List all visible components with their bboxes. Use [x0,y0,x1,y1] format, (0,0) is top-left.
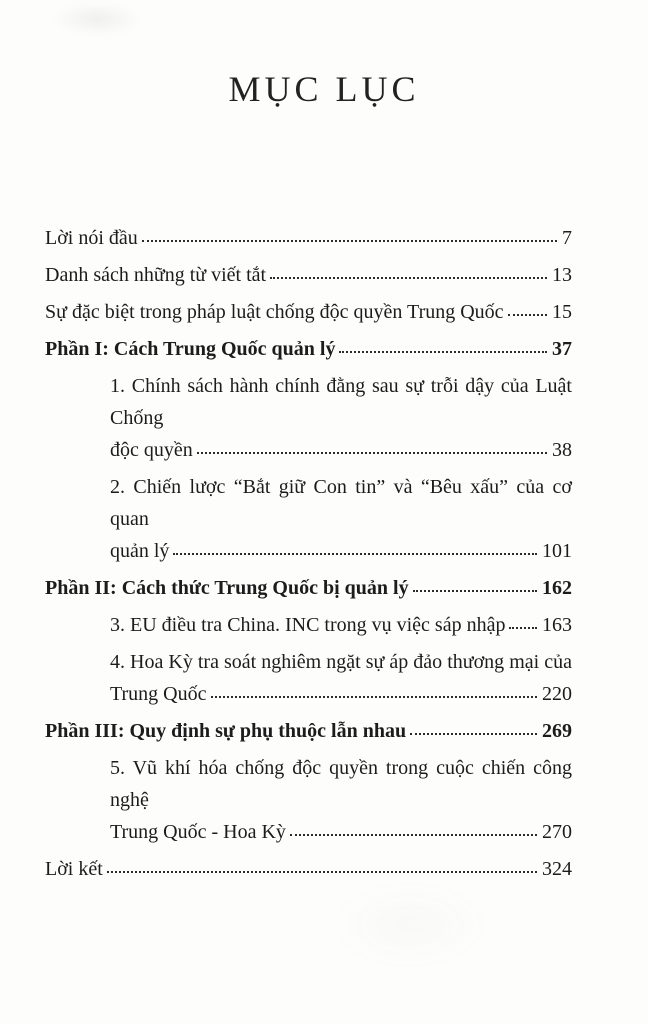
dot-leader [142,240,557,242]
scan-smudge [52,2,142,36]
toc-entry-line [45,296,572,328]
toc-page-number: 15 [552,301,572,323]
toc-page-number: 37 [552,338,572,360]
toc-entry-text: Phần III: Quy định sự phụ thuộc lẫn nhau [45,720,407,742]
toc-entry [45,471,572,567]
toc-entry-text-wrapped: 5. Vũ khí hóa chống độc quyền trong cuộc chiến công nghệ [110,757,572,811]
toc-entry [45,752,572,848]
toc-entry-text: Sự đặc biệt trong pháp luật chống độc quyền Trung Quốc [45,301,504,323]
toc-entry [45,259,572,291]
dot-leader [211,696,538,698]
dot-leader [107,871,537,873]
toc-entry [45,715,572,747]
toc-entry-text: Phần I: Cách Trung Quốc quản lý [45,338,336,360]
toc-page-number: 270 [542,821,572,843]
toc-entry-line [110,816,572,848]
toc-entry-text: Trung Quốc - Hoa Kỳ [110,821,286,843]
toc-entry-line [110,434,572,466]
dot-leader [290,834,537,836]
scan-bleed-through [330,880,490,970]
dot-leader [197,452,547,454]
toc-entry-text-wrapped: 4. Hoa Kỳ tra soát nghiêm ngặt sự áp đảo thương mại của [110,651,572,673]
toc-entry-text: Trung Quốc [110,683,207,705]
toc-page-number: 101 [542,540,572,562]
toc-entry-text: Lời kết [45,858,103,880]
toc-entry-text: quản lý [110,540,170,562]
toc-page-number: 163 [542,614,572,636]
dot-leader [413,590,537,592]
toc-entry-text: Lời nói đầu [45,227,138,249]
toc-entry [45,853,572,885]
toc-entry-text-wrapped: 2. Chiến lược “Bắt giữ Con tin” và “Bêu xấu” của cơ quan [110,476,572,530]
toc-entry [45,609,572,641]
toc-page-number: 162 [542,577,572,599]
dot-leader [508,314,547,316]
toc-entry-line [110,609,572,641]
toc-entry-line [45,715,572,747]
dot-leader [173,553,537,555]
dot-leader [509,627,537,629]
toc-entry [45,296,572,328]
toc-entry-text: độc quyền [110,439,193,461]
toc-page-number: 7 [562,227,572,249]
toc-entry-text-wrapped: 1. Chính sách hành chính đằng sau sự trỗi dậy của Luật Chống [110,375,572,429]
toc-page-number: 13 [552,264,572,286]
toc-entry-line [45,259,572,291]
toc-entry-line [45,333,572,365]
toc-page-number: 324 [542,858,572,880]
toc-entry [45,572,572,604]
toc-page-number: 269 [542,720,572,742]
dot-leader [410,733,537,735]
page-title: MỤC LỤC [228,69,420,109]
toc-entry-text: 3. EU điều tra China. INC trong vụ việc sáp nhập [110,614,506,636]
dot-leader [339,351,547,353]
toc-entry-line [110,678,572,710]
toc-entry [45,646,572,710]
toc-entry-line [45,222,572,254]
toc-page-number: 38 [552,439,572,461]
toc-entry-text: Phần II: Cách thức Trung Quốc bị quản lý [45,577,409,599]
dot-leader [270,277,547,279]
toc-entry-line [45,572,572,604]
toc-page-number: 220 [542,683,572,705]
table-of-contents [45,222,572,890]
toc-entry-line [45,853,572,885]
toc-entry-line [110,535,572,567]
toc-entry [45,333,572,365]
toc-entry-text: Danh sách những từ viết tắt [45,264,267,286]
toc-entry [45,370,572,466]
toc-entry [45,222,572,254]
